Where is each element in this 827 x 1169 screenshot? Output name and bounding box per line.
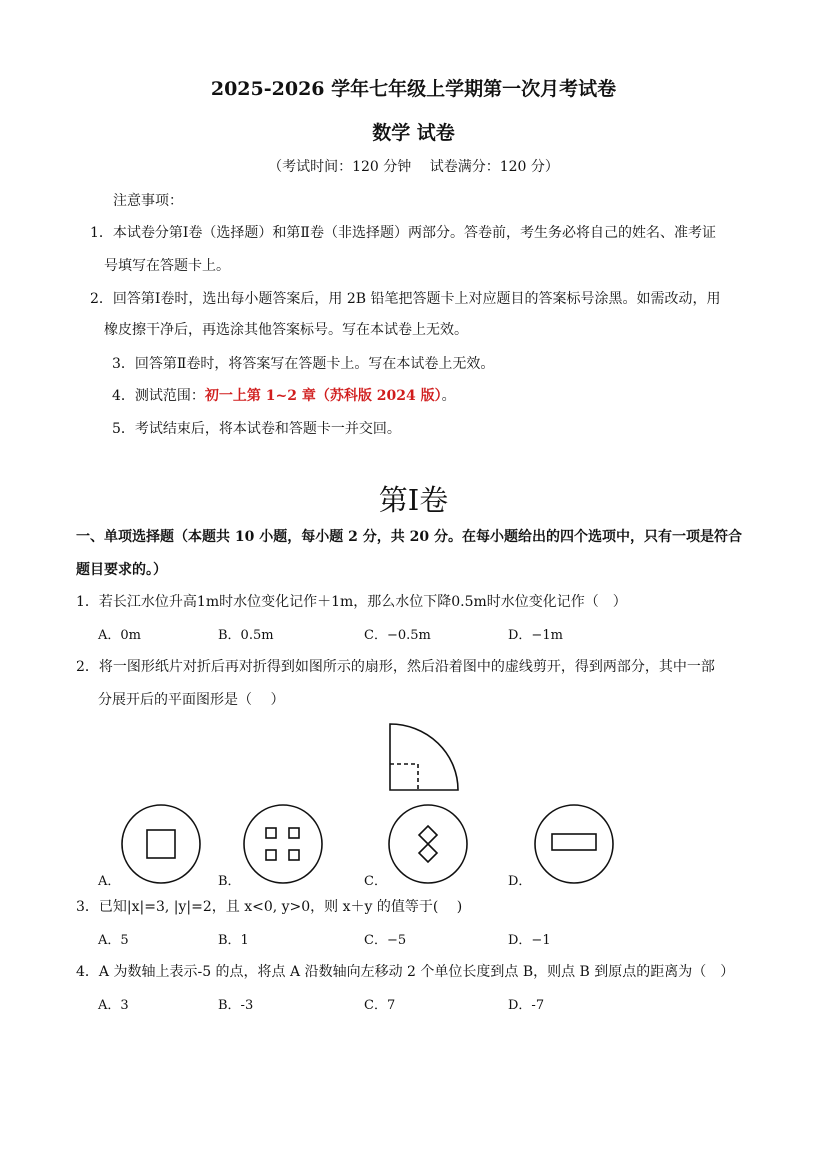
option-c-figure: [389, 805, 467, 883]
subject-title: 数学 试卷: [372, 122, 455, 144]
option-b-figure: [244, 805, 322, 883]
note-item-3: 3．回答第Ⅱ卷时，将答案写在答题卡上。写在本试卷上无效。: [112, 356, 495, 372]
q3-option-a: A．5: [98, 933, 129, 948]
q1-option-a: A．0m: [98, 628, 141, 643]
q1-option-b: B．0.5m: [218, 628, 274, 643]
volume-title: 第Ⅰ卷: [378, 483, 449, 517]
question-2-stem: 2．将一图形纸片对折后再对折得到如图所示的扇形，然后沿着图中的虚线剪开，得到两部分，其中一部: [76, 659, 715, 675]
question-4-stem: 4．A 为数轴上表示-5 的点，将点 A 沿数轴向左移动 2 个单位长度到点 B，则点 B 到原点的距离为（ ）: [76, 964, 735, 980]
section-heading-cont: 题目要求的。）: [76, 562, 167, 578]
q3-option-d: D．−1: [508, 933, 551, 948]
q1-option-c: C．−0.5m: [364, 628, 431, 643]
question-3-stem: 3．已知|x|=3, |y|=2，且 x<0, y>0，则 x＋y 的值等于( ): [76, 899, 463, 915]
option-a-figure: [122, 805, 200, 883]
q4-option-d: D．-7: [508, 998, 545, 1013]
question-2-stem-cont: 分展开后的平面图形是（ ）: [98, 692, 285, 708]
option-d-figure: [535, 805, 613, 883]
note-item-1: 1．本试卷分第Ⅰ卷（选择题）和第Ⅱ卷（非选择题）两部分。答卷前，考生务必将自己的姓名、准考证: [90, 225, 716, 241]
q2-option-d: D．: [508, 874, 532, 889]
folded-sector-figure: [390, 724, 458, 790]
q4-option-a: A．3: [98, 998, 129, 1013]
q4-option-b: B．-3: [218, 998, 254, 1013]
note-item-2-cont: 橡皮擦干净后，再选涂其他答案标号。写在本试卷上无效。: [104, 322, 468, 338]
exam-info: （考试时间：120 分钟 试卷满分：120 分）: [268, 159, 559, 175]
q2-option-b: B．: [218, 874, 241, 889]
q2-option-a: A．: [98, 874, 121, 889]
note-item-1-cont: 号填写在答题卡上。: [104, 258, 230, 274]
section-heading: 一、单项选择题（本题共 10 小题，每小题 2 分，共 20 分。在每小题给出的四个选项中，只有一项是符合: [76, 529, 742, 545]
exam-title: 2025-2026 学年七年级上学期第一次月考试卷: [210, 78, 617, 100]
q3-option-b: B．1: [218, 933, 249, 948]
note-item-5: 5．考试结束后，将本试卷和答题卡一并交回。: [112, 421, 401, 437]
question-1-stem: 1．若长江水位升高1m时水位变化记作＋1m，那么水位下降0.5m时水位变化记作（ ）: [76, 594, 627, 610]
note-item-4-suffix: 。: [441, 388, 456, 404]
test-range: 初一上第 1~2 章（苏科版 2024 版）: [204, 388, 442, 404]
q3-option-c: C．−5: [364, 933, 407, 948]
notes-heading: 注意事项：: [113, 193, 183, 209]
note-item-2: 2．回答第Ⅰ卷时，选出每小题答案后，用 2B 铅笔把答题卡上对应题目的答案标号涂黑。如需改动，用: [90, 291, 721, 307]
note-item-4-prefix: 4．测试范围：: [112, 388, 205, 404]
q2-option-c: C．: [364, 874, 387, 889]
q4-option-c: C．7: [364, 998, 396, 1013]
q1-option-d: D．−1m: [508, 628, 563, 643]
